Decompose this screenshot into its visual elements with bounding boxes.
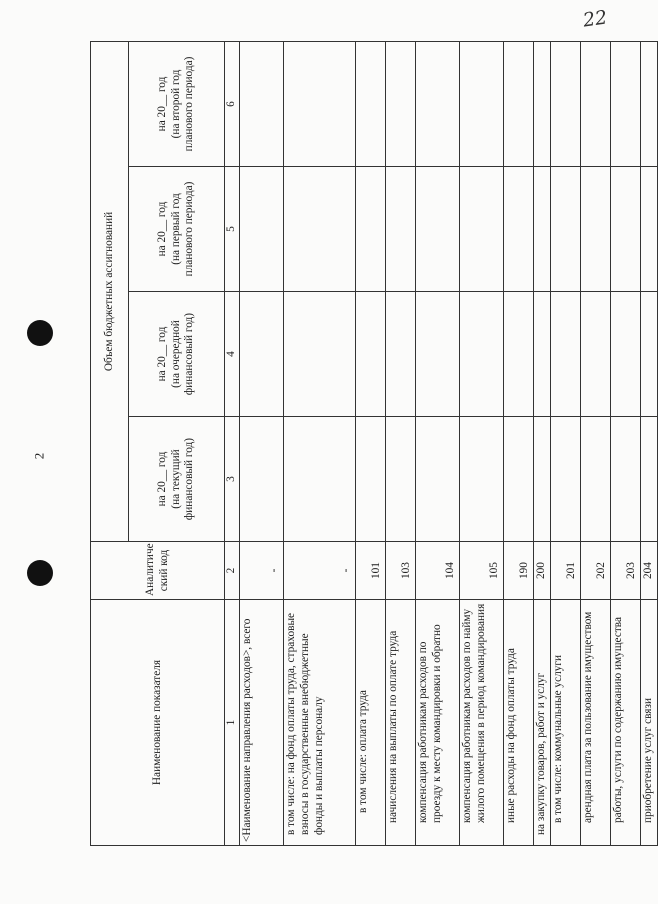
- header-row-1: [91, 41, 129, 845]
- header-group: Объем бюджетных ассигнований: [91, 41, 129, 541]
- header-year-plan1: на 20__ год (на первый год планового периода): [129, 167, 225, 292]
- table-row: компенсация работникам расходов по найму жилого помещения в период командирования 105: [460, 41, 504, 845]
- header-code: Аналитиче ский код: [91, 542, 225, 600]
- header-year-next: на 20__ год (на очередной финансовый год): [129, 292, 225, 417]
- table-row: приобретение услуг связи 204: [640, 41, 657, 845]
- table-row: компенсация работникам расходов по проезду к месту командировки и обратно 104: [416, 41, 460, 845]
- header-year-plan2: на 20__ год (на второй год планового периода): [129, 41, 225, 166]
- header-year-current: на 20__ год (на текущий финансовый год): [129, 417, 225, 542]
- header-name: Наименование показателя: [91, 600, 225, 846]
- table-row: арендная плата за пользование имуществом 202: [580, 41, 610, 845]
- punch-hole-top: [27, 320, 53, 346]
- table-row: в том числе: коммунальные услуги 201: [550, 41, 580, 845]
- table-row: <Наименование направления расходов>, всего -: [240, 41, 284, 845]
- table-row: на закупку товаров, работ и услуг 200: [534, 41, 551, 845]
- punch-hole-bottom: [27, 560, 53, 586]
- handwritten-page-number: 22: [581, 6, 609, 32]
- table-row: в том числе: на фонд оплаты труда, страховые взносы в государственные внебюджетные фонды и выплаты персоналу -: [284, 41, 356, 845]
- rotated-table-page: [90, 42, 654, 846]
- table-row: иные расходы на фонд оплаты труда 190: [504, 41, 534, 845]
- budget-allocation-table: [90, 41, 658, 846]
- page-number: 2: [31, 452, 47, 460]
- table-row: в том числе: оплата труда 101: [356, 41, 386, 845]
- column-number-row: 1 2 3 4 5 6: [225, 41, 240, 845]
- table-row: работы, услуги по содержанию имущества 203: [610, 41, 640, 845]
- table-row: начисления на выплаты по оплате труда 103: [386, 41, 416, 845]
